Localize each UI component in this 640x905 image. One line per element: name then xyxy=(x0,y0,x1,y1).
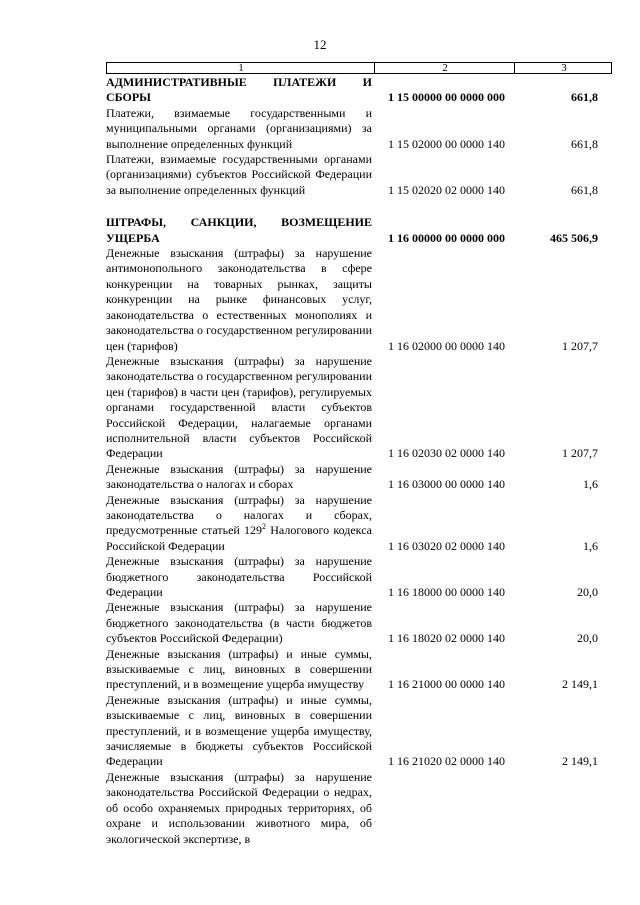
row-amount: 1,6 xyxy=(583,538,598,553)
table-row xyxy=(106,693,612,770)
table-row xyxy=(106,106,612,152)
superscript: 2 xyxy=(262,522,267,532)
row-amount: 2 149,1 xyxy=(562,754,598,769)
row-code: 1 16 00000 00 0000 000 xyxy=(388,230,505,245)
row-code: 1 15 02000 00 0000 140 xyxy=(388,136,505,151)
row-description: Платежи, взимаемые государственными органами (организациями) субъектов Российской Федерации за выполнение определенных функций xyxy=(106,152,372,197)
row-description: Денежные взыскания (штрафы) и иные суммы, взыскиваемые с лиц, виновных в совершении преступлений, и в возмещение ущерба имуществу xyxy=(106,646,372,692)
table-row xyxy=(106,152,612,198)
table-row xyxy=(106,354,612,462)
page-number: 12 xyxy=(313,37,327,52)
row-amount: 20,0 xyxy=(577,585,598,599)
header-divider xyxy=(374,63,375,73)
row-code: 1 15 02020 02 0000 140 xyxy=(388,182,505,197)
row-amount: 1 207,7 xyxy=(562,446,598,461)
row-description: Денежные взыскания (штрафы) за нарушение законодательства о государственном регулировании цен (тарифов) в части цен (тарифов), регулируемых органами государственной власти субъектов Российской Федерации, налагаемые органами исполнительной власти субъектов Российской Федерации xyxy=(106,353,372,461)
row-description: Денежные взыскания (штрафы) за нарушение антимонопольного законодательства в сфере конкуренции на товарных рынках, защиты конкуренции на рынке финансовых услуг, законодательства о естественных монополиях и законодательства о государственном регулировании цен (тарифов) xyxy=(106,246,372,353)
header-divider xyxy=(514,63,515,73)
row-description: Денежные взыскания (штрафы) за нарушение законодательства Российской Федерации о недрах, об особо охраняемых природных территориях, об охране и использовании животного мира, об экологической экспертизе, в xyxy=(106,769,372,846)
row-amount: 661,8 xyxy=(571,136,598,151)
row-amount: 661,8 xyxy=(571,90,598,105)
table-row xyxy=(106,600,612,646)
row-description: Денежные взыскания (штрафы) и иные суммы, взыскиваемые с лиц, виновных в совершении преступлений, и в возмещение ущерба имуществу, зачисляемые в бюджеты субъектов Российской Федерации xyxy=(106,692,372,769)
row-description-part: Денежные взыскания (штрафы) за нарушение законодательства о налогах и сборах, предусмотренные статьей 129 xyxy=(106,492,372,538)
table-header xyxy=(106,62,612,74)
row-code: 1 16 21020 02 0000 140 xyxy=(388,754,505,769)
row-code: 1 16 02030 02 0000 140 xyxy=(388,446,505,461)
row-description: АДМИНИСТРАТИВНЫЕ ПЛАТЕЖИ И СБОРЫ xyxy=(106,75,372,105)
row-amount: 1,6 xyxy=(583,477,598,492)
row-amount: 20,0 xyxy=(577,631,598,646)
row-code: 1 16 02000 00 0000 140 xyxy=(388,338,505,353)
table-row xyxy=(106,215,612,246)
header-col-3: 3 xyxy=(561,62,567,74)
table-row xyxy=(106,462,612,493)
row-description: Денежные взыскания (штрафы) за нарушение бюджетного законодательства (в части бюджетов субъектов Российской Федерации) xyxy=(106,600,372,646)
table-row xyxy=(106,75,612,106)
row-code: 1 16 03000 00 0000 140 xyxy=(388,477,505,492)
row-description: Платежи, взимаемые государственными и муниципальными органами (организациями) за выполнение определенных функций xyxy=(106,105,372,151)
row-description: Денежные взыскания (штрафы) за нарушение бюджетного законодательства Российской Федерации xyxy=(106,554,372,599)
revenue-table xyxy=(106,75,612,847)
row-code: 1 16 18020 02 0000 140 xyxy=(388,631,505,646)
row-amount: 661,8 xyxy=(571,182,598,197)
table-row xyxy=(106,246,612,354)
row-description: ШТРАФЫ, САНКЦИИ, ВОЗМЕЩЕНИЕ УЩЕРБА xyxy=(106,215,372,245)
row-description-part: Налогового кодекса Российской Федерации xyxy=(106,523,372,553)
row-description: Денежные взыскания (штрафы) за нарушение законодательства о налогах и сборах xyxy=(106,461,372,492)
table-row xyxy=(106,647,612,693)
section-gap xyxy=(106,198,612,215)
row-amount: 1 207,7 xyxy=(562,338,598,353)
table-row xyxy=(106,770,612,847)
table-row xyxy=(106,493,612,555)
row-code: 1 16 03020 02 0000 140 xyxy=(388,538,505,553)
header-col-2: 2 xyxy=(442,62,448,74)
header-col-1: 1 xyxy=(238,62,244,74)
row-code: 1 15 00000 00 0000 000 xyxy=(388,90,505,105)
row-amount: 465 506,9 xyxy=(550,230,598,245)
table-row xyxy=(106,554,612,600)
row-description xyxy=(106,493,372,555)
row-amount: 2 149,1 xyxy=(562,677,598,692)
row-code: 1 16 18000 00 0000 140 xyxy=(388,585,505,599)
row-code: 1 16 21000 00 0000 140 xyxy=(388,677,505,692)
